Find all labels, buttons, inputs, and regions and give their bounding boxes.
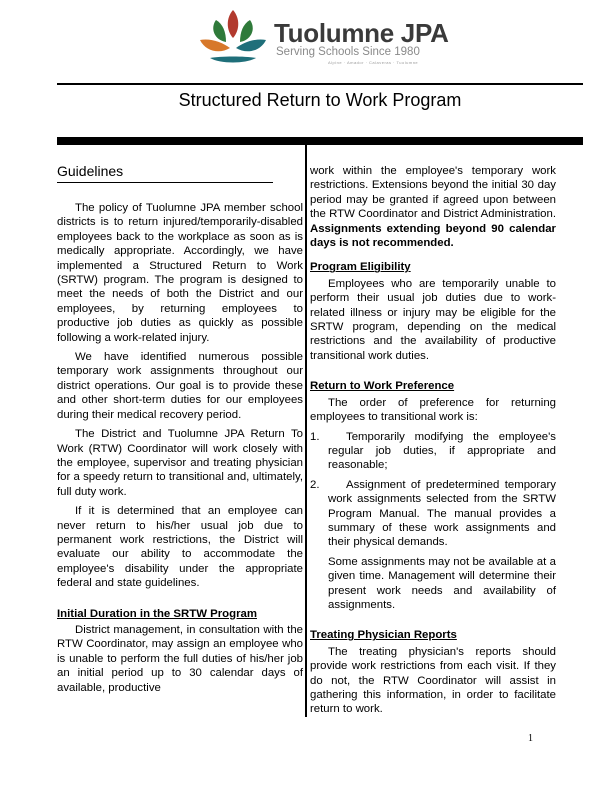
physician-heading: Treating Physician Reports xyxy=(310,629,457,642)
right-column xyxy=(310,164,556,722)
work-assignments-paragraph: We have identified numerous possible temporary work assignments throughout our district operations. Our goal is to provide these and other short-term duties for our employees during their medical recovery period. xyxy=(57,351,303,421)
left-column xyxy=(57,162,303,700)
continued-bold-text: Assignments extending beyond 90 calendar days is not recommended. xyxy=(310,222,556,250)
thick-rule xyxy=(57,137,583,145)
continued-text: work within the employee's temporary work restrictions. Extensions beyond the initial 30 day period may be granted if agreed upon between the RTW Coordinator and District Administration. xyxy=(310,165,556,221)
list-item xyxy=(310,478,556,550)
logo-mark-icon xyxy=(196,8,270,70)
initial-duration-heading: Initial Duration in the SRTW Program xyxy=(57,607,257,620)
preference-heading: Return to Work Preference xyxy=(310,380,455,393)
eligibility-paragraph: Employees who are temporarily unable to perform their usual job duties due to work-related illness or injury may be eligible for the SRTW program, depending on the medical restrictions and the availability of productive transitional work duties. xyxy=(310,277,556,362)
page-title: Structured Return to Work Program xyxy=(178,90,462,110)
list-number: 1. xyxy=(310,430,320,443)
tuolumne-jpa-logo xyxy=(196,8,449,70)
policy-paragraph: The policy of Tuolumne JPA member school districts is to return injured/temporarily-disabled employees back to the workplace as soon as is medically appropriate. Accordingly, we have implemented a Structured Return to Work (SRTW) program. The program is designed to meet the needs of both the District and our employees, by returning employees to productive job duties as quickly as possible following a work-related injury. xyxy=(57,202,303,344)
continued-paragraph xyxy=(310,164,556,250)
coordinator-paragraph: The District and Tuolumne JPA Return To Work (RTW) Coordinator will work closely with the employee, supervisor and treating physician for a speedy return to transitional and, ultimately, full duty work. xyxy=(57,428,303,498)
guidelines-heading: Guidelines xyxy=(57,162,273,183)
list-item xyxy=(310,430,556,473)
list-number: 2. xyxy=(310,478,320,491)
logo-title: Tuolumne JPA xyxy=(274,18,449,48)
eligibility-heading: Program Eligibility xyxy=(310,261,411,274)
page-number: 1 xyxy=(528,733,533,744)
list-subparagraph: Some assignments may not be available at a given time. Management will determine their present work needs and availability of assignments. xyxy=(328,555,556,611)
top-rule xyxy=(57,83,583,85)
logo-tagline: Serving Schools Since 1980 xyxy=(276,46,420,58)
initial-duration-paragraph: District management, in consultation with the RTW Coordinator, may assign an employee who is unable to perform the full duties of his/her job an initial period up to 30 calendar days of available, productive xyxy=(57,623,303,694)
logo-counties: Alpine · Amador · Calaveras · Tuolumne xyxy=(328,60,419,65)
physician-paragraph: The treating physician's reports should provide work restrictions from each visit. If they do not, the RTW Coordinator will assist in gathering this information, in order to facilitate return to work. xyxy=(310,645,556,716)
list-text: Assignment of predetermined temporary work assignments selected from the SRTW Program Manual. The manual provides a summary of these work assignments and their physical demands. xyxy=(328,478,556,549)
preference-paragraph: The order of preference for returning employees to transitional work is: xyxy=(310,396,556,424)
column-divider xyxy=(305,145,307,717)
permanent-restrictions-paragraph: If it is determined that an employee can never return to his/her usual job due to permanent work restrictions, the District will evaluate our ability to accommodate the employee's disability under the appropriate federal and state guidelines. xyxy=(57,505,303,590)
list-text: Temporarily modifying the employee's regular job duties, if appropriate and reasonable; xyxy=(328,430,556,472)
